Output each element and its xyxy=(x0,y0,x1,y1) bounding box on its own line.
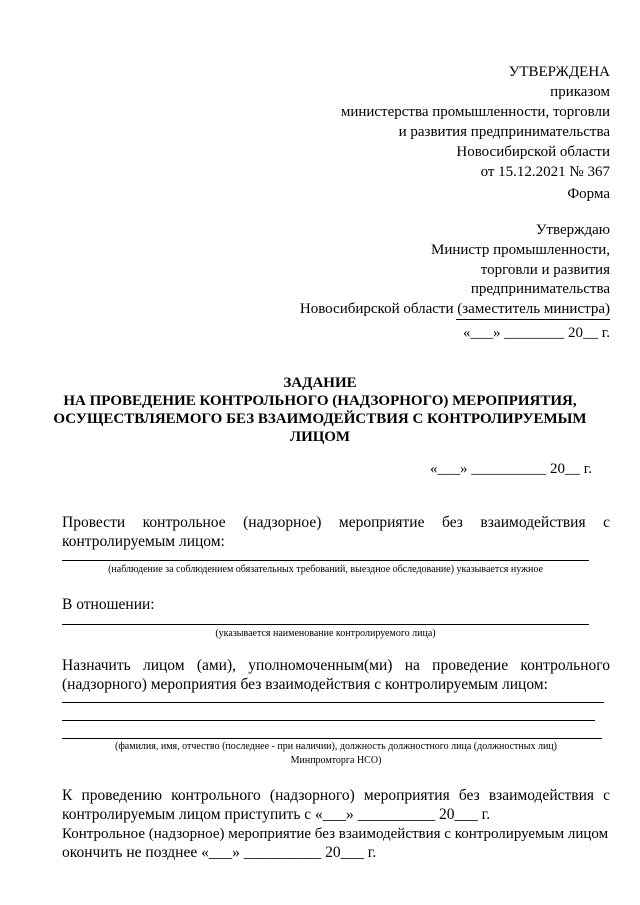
approval-line-1: УТВЕРЖДЕНА xyxy=(508,64,610,80)
section3-note-line-2: Минпромторга НСО) xyxy=(290,755,382,766)
document-title-line-3: ОСУЩЕСТВЛЯЕМОГО БЕЗ ВЗАИМОДЕЙСТВИЯ С КОНТРОЛИРУЕМЫМ xyxy=(53,411,587,427)
approver-signature-line xyxy=(456,319,610,320)
approver-line-3: торговли и развития xyxy=(480,262,610,278)
section3-fill-line-3 xyxy=(62,738,602,739)
section3-fill-line-2 xyxy=(62,720,595,721)
section4-line-1: К проведению контрольного (надзорного) мероприятия без взаимодействия с xyxy=(62,787,610,804)
section3-line-1: Назначить лицом (ами), уполномоченным(ми) на проведение контрольного xyxy=(62,657,610,674)
section3-note-line-1: (фамилия, имя, отчество (последнее - при наличии), должность должностного лица (должностных лиц) xyxy=(115,741,557,752)
section3-line-2: (надзорного) мероприятия без взаимодействия с контролируемым лицом: xyxy=(62,676,548,693)
task-date: «___» __________ 20__ г. xyxy=(430,461,592,477)
section4-line-4: окончить не позднее «___» __________ 20___ г. xyxy=(62,844,377,861)
approval-line-5: Новосибирской области xyxy=(456,144,610,160)
document-title-line-2: НА ПРОВЕДЕНИЕ КОНТРОЛЬНОГО (НАДЗОРНОГО) МЕРОПРИЯТИЯ, xyxy=(63,393,577,409)
section1-line-1: Провести контрольное (надзорное) мероприятие без взаимодействия с xyxy=(62,514,610,531)
document-title-line-4: ЛИЦОМ xyxy=(289,429,351,445)
approval-line-3: министерства промышленности, торговли xyxy=(340,104,610,120)
section1-fill-line xyxy=(62,560,589,561)
document-title-line-1: ЗАДАНИЕ xyxy=(283,375,357,391)
approver-line-4: предпринимательства xyxy=(470,281,610,297)
approver-date: «___» ________ 20__ г. xyxy=(463,325,610,341)
section4-line-2: контролируемым лицом приступить с «___» __________ 20___ г. xyxy=(62,806,491,823)
section2-note: (указывается наименование контролируемого лица) xyxy=(215,628,436,639)
approver-line-5: Новосибирской области (заместитель министра) xyxy=(299,301,610,317)
approval-line-2: приказом xyxy=(550,84,610,100)
section3-fill-line-1 xyxy=(62,702,604,703)
approver-line-2: Министр промышленности, xyxy=(431,242,610,258)
section4-line-3: Контрольное (надзорное) мероприятие без взаимодействия с контролируемым лицом xyxy=(62,826,609,842)
section1-note: (наблюдение за соблюдением обязательных требований, выездное обследование) указывается нужное xyxy=(108,564,543,575)
approval-line-6: от 15.12.2021 № 367 xyxy=(480,164,610,180)
form-label: Форма xyxy=(567,186,610,202)
approver-line-1: Утверждаю xyxy=(535,222,610,238)
section2-label: В отношении: xyxy=(62,596,155,613)
approval-line-4: и развития предпринимательства xyxy=(398,124,610,140)
section1-line-2: контролируемым лицом: xyxy=(62,533,225,550)
section2-fill-line xyxy=(62,624,589,625)
